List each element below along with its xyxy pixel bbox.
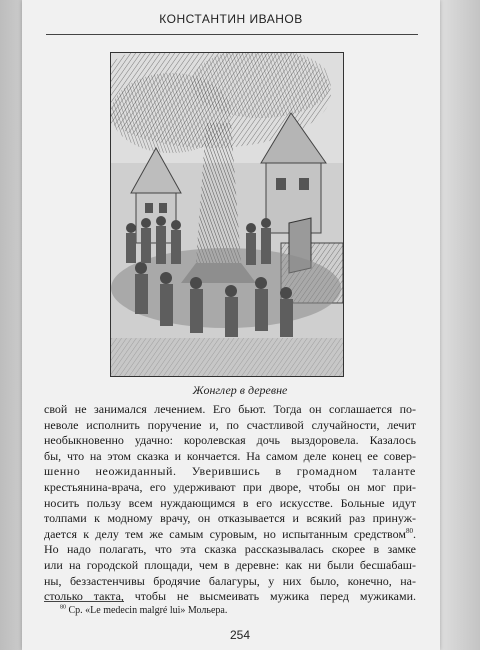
illustration-caption: Жонглер в деревне — [192, 383, 288, 397]
text-line: толпами к модному врачу, он отказывается и всякий раз принуж- — [44, 511, 416, 526]
text-line: ны, беззастенчивы бродячие балагуры, у них было, конечно, на- — [44, 573, 416, 588]
text-line: шенно неожиданный. Уверившись в громадном таланте — [44, 464, 416, 479]
background-right — [440, 0, 480, 650]
footnote — [60, 605, 227, 616]
text-line: дается к делу тем же самым суровым, но испытанным средством — [44, 526, 406, 541]
text-line: Но надо полагать, что эта сказка рассказывалась скорее в замке — [44, 542, 416, 557]
text-line: или на городской площади, чем в деревне: как ни были бесшабаш- — [44, 557, 416, 572]
footnote-number: 80 — [60, 604, 66, 611]
text-line: необыкновенно удачно: королевская дочь выздоровела. Казалось — [44, 433, 416, 448]
body-text — [44, 402, 416, 605]
running-head: КОНСТАНТИН ИВАНОВ — [159, 12, 303, 26]
text-line: носить пользу всем нуждающимся в его искусстве. Больные идут — [44, 495, 416, 510]
text-line: крестьянина-врача, его удерживают при дворе, чтобы он мог при- — [44, 479, 416, 494]
illustration-juggler-in-village — [110, 52, 344, 377]
text-line-with-footnote: дается к делу тем же самым суровым, но испытанным средством$^{80}$. — [44, 526, 416, 541]
text-line: бы, что на этом сказка и кончается. На самом деле конец ее совер- — [44, 448, 416, 463]
text-line: столько такта, чтобы не высмеивать мужика перед мужиками. — [44, 589, 416, 604]
footnote-text: Ср. «Le medecin malgré lui» Мольера. — [68, 605, 228, 616]
footnote-rule — [44, 601, 124, 602]
text-line: свой не занимался лечением. Его бьют. Тогда он соглашается по- — [44, 402, 416, 416]
text-line: неволе исполнить поручение и, по счастливой случайности, лечит — [44, 417, 416, 432]
page-number: 254 — [229, 628, 251, 642]
header-rule — [46, 34, 418, 35]
engraving-image — [111, 53, 343, 376]
footnote-reference: 80 — [406, 526, 413, 535]
